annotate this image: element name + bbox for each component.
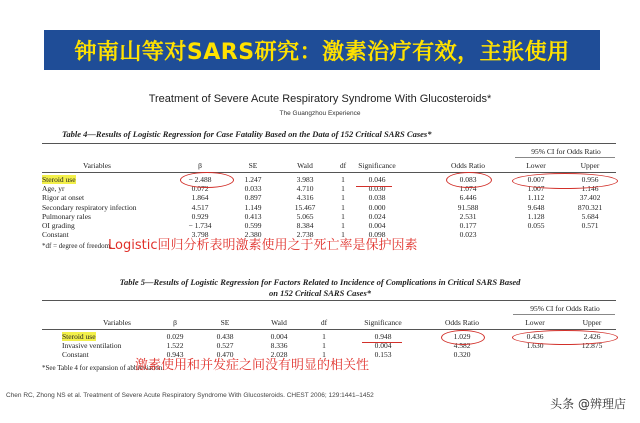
table-4-header-2: SE — [248, 161, 258, 170]
table-4-ci-header: 95% CI for Odds Ratio — [531, 147, 601, 156]
table-4-header-8: Upper — [580, 161, 600, 170]
table-4-cell: 91.588 — [457, 202, 479, 212]
table-5-cell: 0.320 — [453, 350, 471, 360]
table-5-header-5: Significance — [364, 318, 402, 327]
table-5-cell: 1.630 — [526, 341, 544, 351]
table-4-cell: 0.098 — [368, 230, 386, 240]
table-4-header-4: df — [339, 161, 347, 170]
table-5-cell: 12.875 — [581, 341, 603, 351]
banner-title: 钟南山等对SARS研究：激素治疗有效，主张使用 — [74, 39, 570, 65]
table-4-cell: 1 — [341, 211, 345, 221]
table-4-cell: Pulmonary rales — [42, 211, 91, 221]
table-4-cell: 870.321 — [577, 202, 603, 212]
table-4-cell: 9.648 — [527, 202, 545, 212]
table-5-cell: Invasive ventilation — [62, 341, 122, 351]
table-5-annotation: 激素使用和并发症之间没有明显的相关性 — [135, 358, 370, 373]
title-banner — [44, 30, 600, 70]
table-5-cell: 0.153 — [374, 350, 392, 360]
odds-ratio-circle — [446, 172, 492, 188]
table-4-cell: 4.710 — [296, 184, 314, 194]
table-4-cell: 0.004 — [368, 221, 386, 230]
table-4-cell: − 1.734 — [188, 221, 212, 230]
table-5-cell: 0.470 — [216, 350, 234, 360]
table-5-header-6: Odds Ratio — [445, 318, 479, 327]
table-4-cell: 1 — [341, 221, 345, 230]
table-5-cell: 0.029 — [166, 332, 184, 341]
table-4-cell: 0.599 — [244, 221, 262, 230]
table-4-header-0: Variables — [83, 161, 111, 170]
table-5-header-7: Lower — [525, 318, 545, 327]
table-5-cell: 2.426 — [583, 332, 601, 341]
table-4-cell: 2.531 — [459, 211, 477, 221]
table-4-cell: 8.384 — [296, 221, 314, 230]
table-4-footnote: *df = degree of freedom. — [42, 242, 112, 250]
table-5-footnote: *See Table 4 for expansion of abbreviation. — [42, 364, 165, 372]
table-5-cell: 1.522 — [166, 341, 184, 351]
table-4-ci-rule — [515, 157, 615, 158]
table-4-header-3: Wald — [297, 161, 313, 170]
table-5-header-1: β — [173, 318, 177, 327]
table-5-cell: 0.948 — [374, 332, 392, 341]
table-5-cell: 8.336 — [270, 341, 288, 351]
table-4-cell: 1 — [341, 184, 345, 194]
table-4-cell: 1.247 — [244, 175, 262, 184]
table-5-ci-circle — [512, 330, 618, 345]
table-5-significance-underline — [362, 342, 402, 343]
document-title: Treatment of Severe Acute Respiratory Syndrome With Glucosteroids* — [148, 93, 492, 105]
table-4-header-rule — [42, 172, 616, 173]
table-4-cell: 1 — [341, 175, 345, 184]
table-4-cell: 5.684 — [581, 211, 599, 221]
table-4-cell: 0.177 — [459, 221, 477, 230]
beta-circle — [180, 172, 234, 188]
table-4-cell: 1.074 — [459, 184, 477, 194]
table-4-cell: 5.065 — [296, 211, 314, 221]
table-5-cell: 4.582 — [453, 341, 471, 351]
table-5-cell: 2.028 — [270, 350, 288, 360]
table-5-top-rule — [42, 300, 616, 301]
table-4-cell: 6.446 — [459, 193, 477, 203]
table-4-cell: 0.046 — [368, 175, 386, 184]
table-4-cell: 0.072 — [191, 184, 209, 194]
table-5-cell: 1 — [322, 341, 326, 351]
table-5-cell: 0.943 — [166, 350, 184, 360]
table-4-cell: 0.024 — [368, 211, 386, 221]
table-4-annotation: Logistic回归分析表明激素使用之于死亡率是保护因素 — [108, 238, 418, 253]
table-5-header-3: Wald — [271, 318, 287, 327]
table-4-cell: 0.007 — [527, 175, 545, 184]
table-5-cell: 0.004 — [374, 341, 392, 351]
table-4-cell: 0.083 — [459, 175, 477, 184]
ci-circle — [512, 173, 618, 189]
table-4-cell: 0.030 — [368, 184, 386, 194]
table-5-header-8: Upper — [582, 318, 602, 327]
table-4-highlighted-variable: Steroid use — [42, 175, 76, 184]
table-5-cell: 0.438 — [216, 332, 234, 341]
table-5-cell: 1.029 — [453, 332, 471, 341]
table-4-cell — [42, 175, 172, 184]
table-4-cell: 4.316 — [296, 193, 314, 203]
table-5-cell: 1 — [322, 350, 326, 360]
table-4-cell: 0.413 — [244, 211, 262, 221]
table-4-cell: Age, yr — [42, 184, 65, 194]
table-4-caption: Table 4—Results of Logistic Regression for Case Fatality Based on the Data of 152 Critical SARS Cases* — [62, 129, 432, 139]
table-5-cell: 1 — [322, 332, 326, 341]
table-5-header-4: df — [320, 318, 328, 327]
table-4-cell: 1.149 — [244, 202, 262, 212]
table-4-cell: 0.038 — [368, 193, 386, 203]
table-4-cell: 3.983 — [296, 175, 314, 184]
significance-underline — [356, 186, 392, 187]
table-4-header-7: Lower — [526, 161, 546, 170]
table-5-ci-header: 95% CI for Odds Ratio — [530, 304, 600, 313]
table-5-header-2: SE — [220, 318, 230, 327]
table-4-cell: 2.738 — [296, 230, 314, 240]
table-4-cell: 0.956 — [581, 175, 599, 184]
table-4-cell: 0.571 — [581, 221, 599, 230]
table-4-cell: 37.402 — [579, 193, 601, 203]
table-4-cell: 0.929 — [191, 211, 209, 221]
table-5-ci-rule — [513, 314, 615, 315]
table-4-cell: OI grading — [42, 221, 75, 230]
table-4-cell: Secondary respiratory infection — [42, 202, 137, 212]
table-5-header-rule — [42, 329, 616, 330]
table-5-cell: 0.527 — [216, 341, 234, 351]
table-4-cell: 1.007 — [527, 184, 545, 194]
table-4-cell: Rigor at onset — [42, 193, 85, 203]
table-4-cell: Constant — [42, 230, 69, 240]
table-5-cell: 0.004 — [270, 332, 288, 341]
table-4-cell: − 2.488 — [188, 175, 212, 184]
table-4-cell: 0.033 — [244, 184, 262, 194]
table-4-cell: 0.055 — [527, 221, 545, 230]
table-4-cell: 1.112 — [527, 193, 545, 203]
table-4-cell: 0.897 — [244, 193, 262, 203]
table-4-cell: 2.380 — [244, 230, 262, 240]
table-4-top-rule — [42, 143, 616, 144]
table-4-header-6: Odds Ratio — [451, 161, 485, 170]
table-5-highlighted-variable: Steroid use — [62, 332, 96, 341]
table-4-cell: 1 — [341, 202, 345, 212]
table-4-cell: 1.864 — [191, 193, 209, 203]
table-5-cell: 0.436 — [526, 332, 544, 341]
table-4-header-1: β — [198, 161, 202, 170]
table-5-caption-line-1: Table 5—Results of Logistic Regression for Factors Related to Incidence of Complications in Critical SARS Based — [119, 277, 521, 287]
table-5-cell: Constant — [62, 350, 89, 360]
watermark: 头条 @辨理店 — [550, 397, 626, 411]
table-4-cell: 1.128 — [527, 211, 545, 221]
table-5-odds-ratio-circle — [441, 330, 485, 345]
citation: Chen RC, Zhong NS et al. Treatment of Severe Acute Respiratory Syndrome With Glucosteroids. CHEST 2006; 129:1441–1452 — [6, 392, 374, 399]
table-4-cell: 0.000 — [368, 202, 386, 212]
table-4-cell: 1.146 — [581, 184, 599, 194]
table-4-cell: 3.798 — [191, 230, 209, 240]
table-4-cell: 1 — [341, 193, 345, 203]
table-5-caption-line-2: on 152 Critical SARS Cases* — [268, 288, 372, 298]
table-4-header-5: Significance — [358, 161, 396, 170]
table-4-cell: 0.023 — [459, 230, 477, 240]
table-4-cell: 15.467 — [294, 202, 316, 212]
table-5-header-0: Variables — [103, 318, 131, 327]
table-4-cell: 4.517 — [191, 202, 209, 212]
table-4-cell: 1 — [341, 230, 345, 240]
document-subtitle: The Guangzhou Experience — [279, 110, 361, 117]
